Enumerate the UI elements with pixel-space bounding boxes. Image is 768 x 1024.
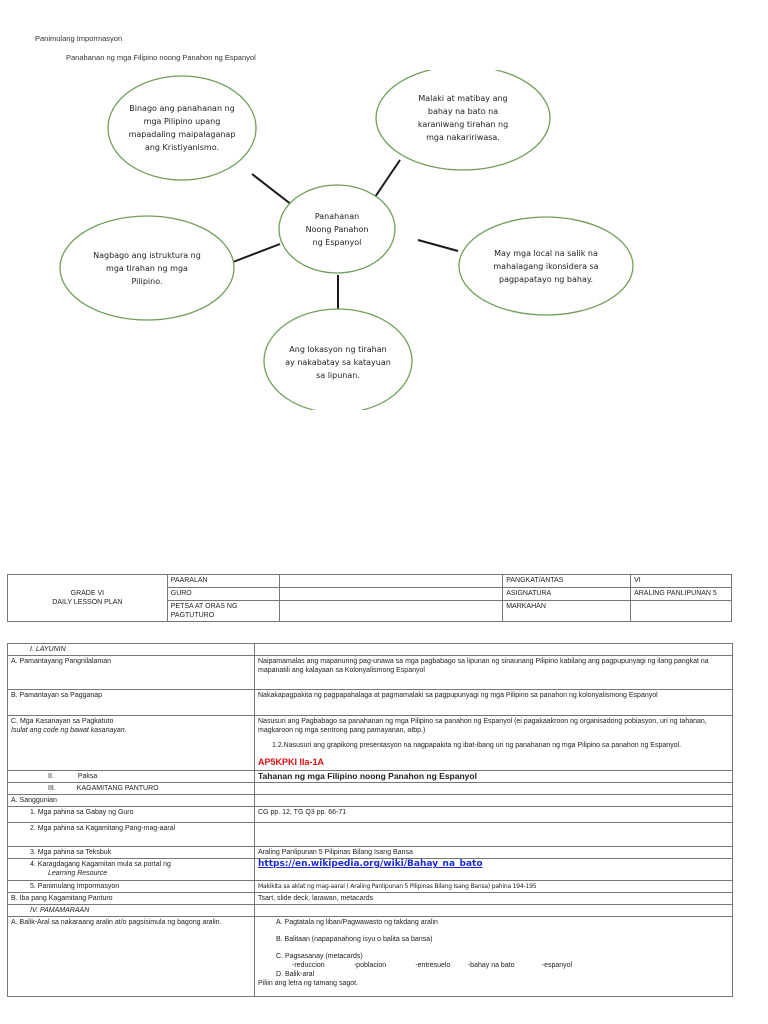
- wikipedia-link[interactable]: https://en.wikipedia.org/wiki/Bahay_na_bato: [258, 859, 483, 869]
- portal-note: Learning Resource: [48, 870, 108, 877]
- table-row: [8, 881, 733, 893]
- plan-label: DAILY LESSON PLAN: [52, 599, 123, 606]
- dlp-header-table: [7, 574, 732, 622]
- paksa-text: Paksa: [77, 773, 98, 780]
- guro-label: GURO: [167, 588, 279, 601]
- paksa-value: Tahanan ng mga Filipino noong Panahon ng Espanyol: [255, 771, 733, 783]
- table-row: [8, 807, 733, 823]
- paksa-num: II.: [48, 773, 54, 780]
- bubble-bottom-text: Ang lokasyon ng tirahan ay nakabatay sa katayuan sa lipunan.: [285, 344, 391, 380]
- table-row: [8, 771, 733, 783]
- grade-label: GRADE VI: [70, 590, 105, 597]
- balik-aral-label: A. Balik-Aral sa nakaraang aralin at/o pagsisimula ng bagong aralin.: [8, 917, 255, 997]
- gabay-label: 1. Mga pahina sa Gabay ng Guro: [8, 807, 255, 823]
- markahan-label: MARKAHAN: [503, 601, 631, 622]
- competency-code: AP5KPKI IIa-1A: [258, 757, 325, 767]
- guro-value: [279, 588, 503, 601]
- metacards-list: -reduccion -poblacion -entresuelo -bahay na bato -espanyol: [292, 962, 573, 969]
- panimulang-value: Makikita sa aklat ng mag-aaral ( Araling Panlipunan 5 Pilipinas Bilang Isang Bansa) pahina 194-195: [255, 881, 733, 893]
- kasanayan-label: C. Mga Kasanayan sa Pagkatuto: [11, 718, 114, 725]
- kasanayan-cell: [8, 716, 255, 771]
- balik-aral-b: B. Balitaan (napapanahong isyu o balita sa bansa): [276, 936, 433, 943]
- portal-value-cell: [255, 859, 733, 881]
- map-subtitle: Panahanan ng mga Filipino noong Panahon ng Espanyol: [66, 53, 256, 62]
- gabay-value: CG pp. 12, TG Q3 pp. 66-71: [255, 807, 733, 823]
- table-row: [8, 690, 733, 716]
- lesson-table: [7, 643, 733, 997]
- petsa-label: PETSA AT ORAS NG PAGTUTURO: [167, 601, 279, 622]
- iba-pang-kagamitan-value: Tsart, slide deck, larawan, metacards: [255, 893, 733, 905]
- pangnilalaman-label: A. Pamantayang Pangnilalaman: [8, 656, 255, 690]
- markahan-value: [631, 601, 732, 622]
- paaralan-label: PAARALAN: [167, 575, 279, 588]
- table-row: [8, 656, 733, 690]
- table-row: [8, 716, 733, 771]
- bubble-center-text: Panahanan Noong Panahon ng Espanyol: [305, 211, 369, 247]
- table-row: [8, 823, 733, 847]
- table-row: [8, 859, 733, 881]
- section-title: Panimulang Impormasyon: [35, 34, 123, 43]
- connector-line: [233, 244, 280, 262]
- table-row: [8, 847, 733, 859]
- table-row: [8, 795, 733, 807]
- bubble-top-right-text: Malaki at matibay ang bahay na bato na karaniwang tirahan ng mga nakaririwasa.: [417, 94, 509, 142]
- kagamitang-pang-mag-aaral-label: 2. Mga pahina sa Kagamitang Pang-mag-aaral: [8, 823, 255, 847]
- bubble-top-left-text: Binago ang panahanan ng mga Pilipino upang mapadaling maipalaganap ang Kristiyanismo.: [128, 104, 236, 152]
- connector-line: [418, 240, 458, 251]
- bubble-right-text: May mga local na salik na mahalagang ikonsidera sa pagpapatayo ng bahay.: [493, 248, 599, 284]
- balik-aral-d-note: Piliin ang letra ng tamang sagot.: [258, 980, 359, 987]
- portal-cell: [8, 859, 255, 881]
- kasanayan-value-2: 1.2.Nasusuri ang grapikong presentasyon na nagpapakita ng ibat-ibang uri ng panahanan ng mga Pilipino sa panahon ng Espanyol.: [272, 742, 682, 749]
- pamamaraan-heading: IV. PAMAMARAAN: [8, 905, 255, 917]
- iba-pang-kagamitan-label: B. Iba pang Kagamitang Panturo: [8, 893, 255, 905]
- pagganap-value: Nakakapagpakita ng pagpapahalaga at pagmamalaki sa pagpupunyagi ng mga Pilipino sa panahon ng kolonyalismong Espanyol: [255, 690, 733, 716]
- layunin-heading: I. LAYUNIN: [8, 644, 255, 656]
- table-row: [8, 893, 733, 905]
- kasanayan-note: Isulat ang code ng bawat kasanayan.: [11, 727, 127, 734]
- teksbuk-value: Araling Panlipunan 5 Pilipinas Bilang Isang Bansa: [255, 847, 733, 859]
- pagganap-label: B. Pamantayan sa Pagganap: [8, 690, 255, 716]
- balik-aral-a: A. Pagtatala ng liban/Pagwawasto ng takdang aralin: [276, 919, 438, 926]
- table-row: [8, 644, 733, 656]
- kasanayan-value-cell: [255, 716, 733, 771]
- portal-label: 4. Karagdagang Kagamitan mula sa portal ng: [30, 861, 171, 868]
- table-row: [8, 783, 733, 795]
- pangkat-value: VI: [631, 575, 732, 588]
- paksa-label: [8, 771, 255, 783]
- table-row: [8, 905, 733, 917]
- kagamitan-num: III.: [48, 785, 56, 792]
- sanggunian-label: A. Sanggunian: [8, 795, 255, 807]
- asignatura-value: ARALING PANLIPUNAN 5: [631, 588, 732, 601]
- pangnilalaman-value: Naipamamalas ang mapanuring pag-unawa sa mga pagbabago sa lipunan ng sinaunang Pilipino kabilang ang pagpupunyagi ng ilang pangkat na mapanatili ang kalayaan sa Kolonyalismong Espanyol: [255, 656, 733, 690]
- grade-cell: [8, 575, 168, 622]
- connector-line: [373, 160, 400, 200]
- paaralan-value: [279, 575, 503, 588]
- balik-aral-c: C. Pagsasanay (metacards): [276, 953, 363, 960]
- balik-aral-d: D. Balik-aral: [276, 971, 315, 978]
- kagamitan-text: KAGAMITANG PANTURO: [76, 785, 159, 792]
- kagamitan-heading: [8, 783, 255, 795]
- pangkat-label: PANGKAT/ANTAS: [503, 575, 631, 588]
- teksbuk-label: 3. Mga pahina sa Teksbuk: [8, 847, 255, 859]
- kasanayan-value-1: Nasusuri ang Pagbabago sa panahanan ng mga Pilipino sa panahon ng Espanyol (ei pagakaakroon ng organisadong pobiasyon, uri ng tahanan, magkaroon ng mga sentrong pang pamayanan, atbp.): [258, 718, 707, 734]
- asignatura-label: ASIGNATURA: [503, 588, 631, 601]
- petsa-value: [279, 601, 503, 622]
- panimulang-label: 5. Panimulang Impormasyon: [8, 881, 255, 893]
- balik-aral-cell: [255, 917, 733, 997]
- bubble-left-text: Nagbago ang istruktura ng mga tirahan ng mga Pilipino.: [93, 250, 201, 286]
- table-row: [8, 917, 733, 997]
